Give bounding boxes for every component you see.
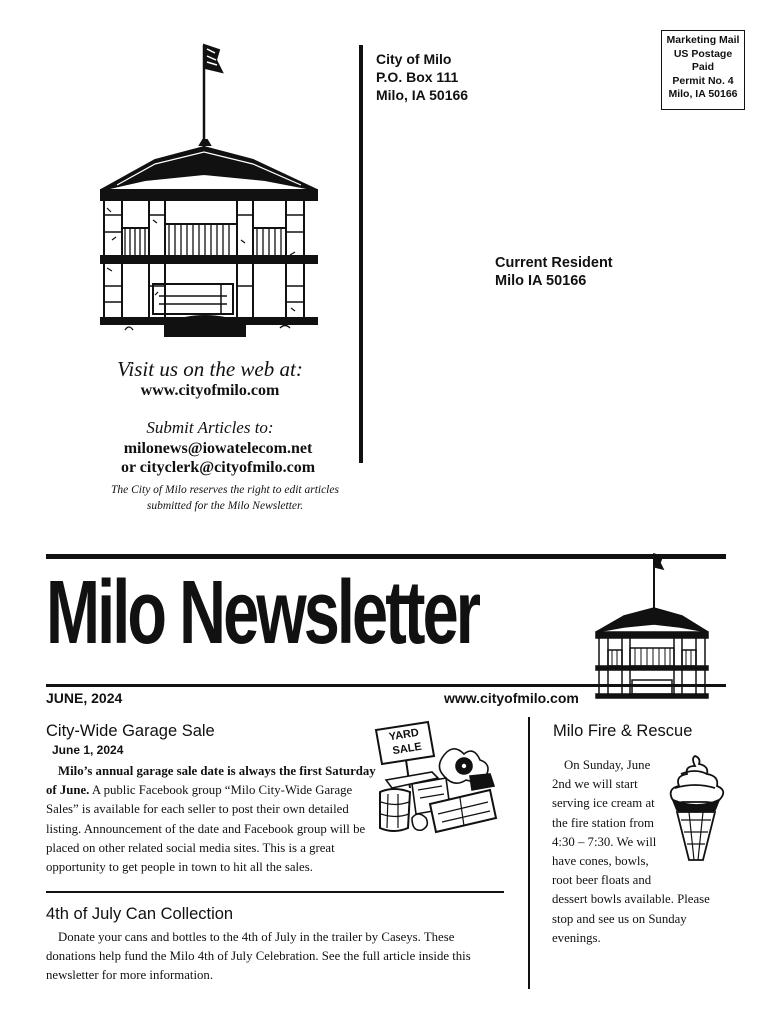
postage-paid: Paid xyxy=(691,61,715,73)
return-address-name: City of Milo xyxy=(376,51,452,67)
issue-date: JUNE, 2024 xyxy=(46,690,123,706)
column-divider xyxy=(528,717,530,989)
garage-sale-text: A public Facebook group “Milo City-Wide Garage Sales” is available for each seller to post their own detailed listing. Announcement of the date and Facebook group will be placed on other related social media sites. This is a great opportunity to get people in town to hit all the sales. xyxy=(46,783,366,875)
can-collection-text: Donate your cans and bottles to the 4th of July in the trailer by Caseys. These donations help fund the Milo 4th of July Celebration. See the full article inside this newsletter for more information. xyxy=(46,930,471,983)
garage-sale-heading: City-Wide Garage Sale xyxy=(46,722,215,740)
email-primary[interactable]: milonews@iowatelecom.net xyxy=(123,440,313,457)
return-address-box: P.O. Box 111 xyxy=(376,69,459,85)
return-address-city: Milo, IA 50166 xyxy=(376,87,469,103)
disclaimer-line-2: submitted for the Milo Newsletter. xyxy=(146,500,304,512)
fire-rescue-text: On Sunday, June 2nd we will start serving ice cream at the fire station from 4:30 – 7:30. We will have cones, bowls, root beer floats and dessert bowls available. Please stop and see us on Sunday evenings. xyxy=(552,758,710,945)
garage-sale-date: June 1, 2024 xyxy=(52,743,124,757)
postage-city: Milo, IA 50166 xyxy=(668,88,738,100)
gazebo-illustration xyxy=(95,40,325,340)
yard-sign-line-2: SALE xyxy=(391,740,423,758)
gazebo-small-illustration xyxy=(592,550,712,700)
can-collection-heading: 4th of July Can Collection xyxy=(46,905,234,923)
submission-emails xyxy=(60,439,376,477)
newsletter-title: Milo Newsletter xyxy=(46,563,479,663)
fire-rescue-heading: Milo Fire & Rescue xyxy=(553,722,693,740)
postage-class: Marketing Mail xyxy=(666,34,740,46)
return-address xyxy=(376,50,468,104)
recipient-name: Current Resident xyxy=(495,255,613,271)
masthead-bottom-rule xyxy=(46,684,726,687)
fire-rescue-body xyxy=(552,756,722,948)
postage-indicia xyxy=(661,30,745,110)
disclaimer-line-1: The City of Milo reserves the right to edit articles xyxy=(111,484,339,496)
article-divider xyxy=(46,891,504,893)
yard-sign-line-1: YARD xyxy=(388,726,420,744)
editing-disclaimer xyxy=(60,482,390,514)
address-divider xyxy=(359,45,363,463)
garage-sale-body xyxy=(46,762,506,877)
visit-label: Visit us on the web at: xyxy=(117,357,303,381)
postage-carrier: US Postage xyxy=(673,47,733,60)
postage-permit: Permit No. 4 xyxy=(672,74,734,87)
masthead-website-link[interactable]: www.cityofmilo.com xyxy=(444,690,579,706)
recipient-city: Milo IA 50166 xyxy=(495,273,587,289)
recipient-address xyxy=(495,254,613,290)
garage-sale-lead: Milo’s annual garage sale date is always the first Saturday of June. xyxy=(46,764,376,798)
email-secondary[interactable]: or cityclerk@cityofmilo.com xyxy=(120,459,316,476)
submit-label: Submit Articles to: xyxy=(146,418,274,437)
website-link[interactable]: www.cityofmilo.com xyxy=(140,382,280,399)
can-collection-body xyxy=(46,928,496,986)
